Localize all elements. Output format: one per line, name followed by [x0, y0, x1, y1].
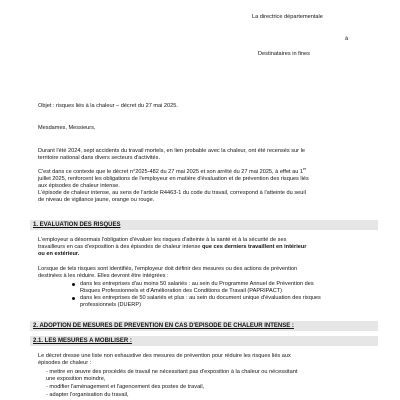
intro-p1-line-2: territoire national dans divers secteurs d'activités. — [38, 155, 161, 161]
objet-line: Objet : risques liés à la chaleur – décret du 27 mai 2025. — [38, 103, 178, 109]
s1-p1-normal: travailleurs en cas d'exposition à des épisodes de chaleur intense — [38, 244, 203, 250]
sender-title: La directrice départementale — [252, 14, 323, 20]
s1-p1-line-1: L'employeur a désormais l'obligation d'évaluer les risques d'atteinte à la santé et à la sécurité de ses — [38, 237, 287, 243]
s2-p1-line-2: épisodes de chaleur : — [38, 360, 92, 366]
s1-p1-line-2 — [38, 244, 306, 251]
section1-heading: 1. EVALUATION DES RISQUES — [33, 222, 121, 228]
intro-p2-line-5: de niveau de vigilance jaune, orange ou rouge. — [38, 197, 155, 203]
intro-p2-line-3: aux épisodes de chaleur intense. — [38, 183, 120, 189]
s2-item-2: - modifier l'aménagement et l'agencement des postes de travail, — [46, 384, 205, 390]
bullet-1-line-1: dans les entreprises d'au moins 50 salariés : au sein du Programme Annuel de Prévention des — [80, 281, 314, 287]
section2-1-heading: 2.1. LES MESURES A MOBILISER : — [33, 338, 132, 344]
section2-heading: 2. ADOPTION DE MESURES DE PREVENTION EN CAS D'EPISODE DE CHALEUR INTENSE : — [33, 323, 294, 329]
intro-p2-line-4: L'épisode de chaleur intense, au sens de l'article R4463-1 du code du travail, correspond à l'atteinte du seuil — [38, 190, 306, 196]
intro-p1-line-1: Durant l'été 2024, sept accidents du travail mortels, en lien probable avec la chaleur, ont été recensés sur le — [38, 148, 305, 154]
salutation: Mesdames, Messieurs, — [38, 125, 96, 131]
s2-item-3: - adapter l'organisation du travail, — [46, 392, 129, 398]
s1-p1-line-3: ou en extérieur. — [38, 251, 80, 257]
s1-p2-line-2: destinées à les réduire. Elles devront être intégrées : — [38, 273, 169, 279]
recipients: Destinataires in fines — [258, 51, 310, 57]
s2-item-1-cont: une exposition moindre, — [46, 376, 106, 382]
intro-p2-sup: er — [303, 167, 307, 172]
intro-p2-text: C'est dans ce contexte que le décret n°2025-482 du 27 mai 2025 et son arrêté du 27 mai 2025, à effet au 1 — [38, 169, 304, 175]
s1-p2-line-1: Lorsque de tels risques sont identifiés, l'employeur doit définir des mesures ou des actions de prévention — [38, 266, 298, 272]
bullet-2-line-2: professionnels (DUERP) — [80, 302, 141, 308]
bullet-dot — [72, 283, 75, 286]
bullet-2-line-1: dans les entreprises de 50 salariés et plus : au sein du document unique d'évaluation des risques — [80, 295, 321, 301]
s1-p1-bold: que ces derniers travaillent en intérieur — [202, 244, 307, 250]
bullet-dot — [72, 297, 75, 300]
intro-p2-line-2: juillet 2025, renforcent les obligations de l'employeur en matière d'évaluation et de prévention des risques liés — [38, 176, 309, 182]
s2-p1-line-1: Le décret dresse une liste non exhaustive des mesures de prévention pour réduire les risques liés aux — [38, 353, 291, 359]
s2-item-1: - mettre en œuvre des procédés de travail ne nécessitant pas d'exposition à la chaleur ou nécessitant — [46, 369, 298, 375]
bullet-1-line-2: Risques Professionnels et d'Amélioration des Conditions de Travail (PAPRIPACT) — [80, 288, 283, 294]
intro-p2-line-1 — [38, 169, 306, 176]
a-label: à — [345, 36, 349, 42]
